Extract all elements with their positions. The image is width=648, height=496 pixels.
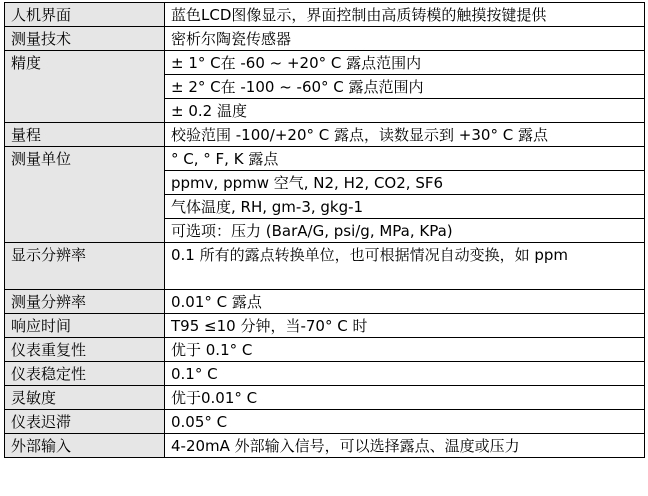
spec-value: 0.1° C [165,362,645,386]
table-row [5,314,645,338]
spec-value: 可选项：压力 (BarA/G, psi/g, MPa, KPa) [165,219,645,243]
table-row [5,386,645,410]
spec-value: 气体温度, RH, gm-3, gkg-1 [165,195,645,219]
table-row [5,290,645,314]
spec-value: ± 1° C在 -60 ~ +20° C 露点范围内 [165,51,645,75]
spec-label: 响应时间 [5,314,165,338]
spec-label: 仪表稳定性 [5,362,165,386]
spec-label: 仪表迟滞 [5,410,165,434]
spec-value: 0.05° C [165,410,645,434]
spec-value: 0.01° C 露点 [165,290,645,314]
spec-label: 人机界面 [5,3,165,27]
spec-value: ± 2° C在 -100 ~ -60° C 露点范围内 [165,75,645,99]
table-row [5,243,645,290]
table-row [5,27,645,51]
spec-label: 外部输入 [5,434,165,458]
table-row [5,51,645,75]
table-row [5,123,645,147]
spec-label: 显示分辨率 [5,243,165,290]
spec-label: 测量分辨率 [5,290,165,314]
table-row [5,147,645,171]
table-row [5,3,645,27]
spec-value: ± 0.2 温度 [165,99,645,123]
spec-label: 仪表重复性 [5,338,165,362]
spec-value: ppmv, ppmw 空气, N2, H2, CO2, SF6 [165,171,645,195]
spec-label: 测量单位 [5,147,165,243]
spec-value: T95 ≤10 分钟，当-70° C 时 [165,314,645,338]
spec-value: 0.1 所有的露点转换单位，也可根据情况自动变换，如 ppm [165,243,645,290]
table-row [5,410,645,434]
spec-label: 测量技术 [5,27,165,51]
spec-table [4,2,645,458]
spec-value: 蓝色LCD图像显示，界面控制由高质铸模的触摸按键提供 [165,3,645,27]
spec-value: 优于0.01° C [165,386,645,410]
spec-value: 密析尔陶瓷传感器 [165,27,645,51]
spec-value: 优于 0.1° C [165,338,645,362]
table-row [5,338,645,362]
spec-value: 校验范围 -100/+20° C 露点，读数显示到 +30° C 露点 [165,123,645,147]
table-row [5,434,645,458]
spec-value: ° C, ° F, K 露点 [165,147,645,171]
spec-label: 灵敏度 [5,386,165,410]
spec-label: 量程 [5,123,165,147]
table-row [5,362,645,386]
spec-label: 精度 [5,51,165,123]
spec-value: 4-20mA 外部输入信号，可以选择露点、温度或压力 [165,434,645,458]
